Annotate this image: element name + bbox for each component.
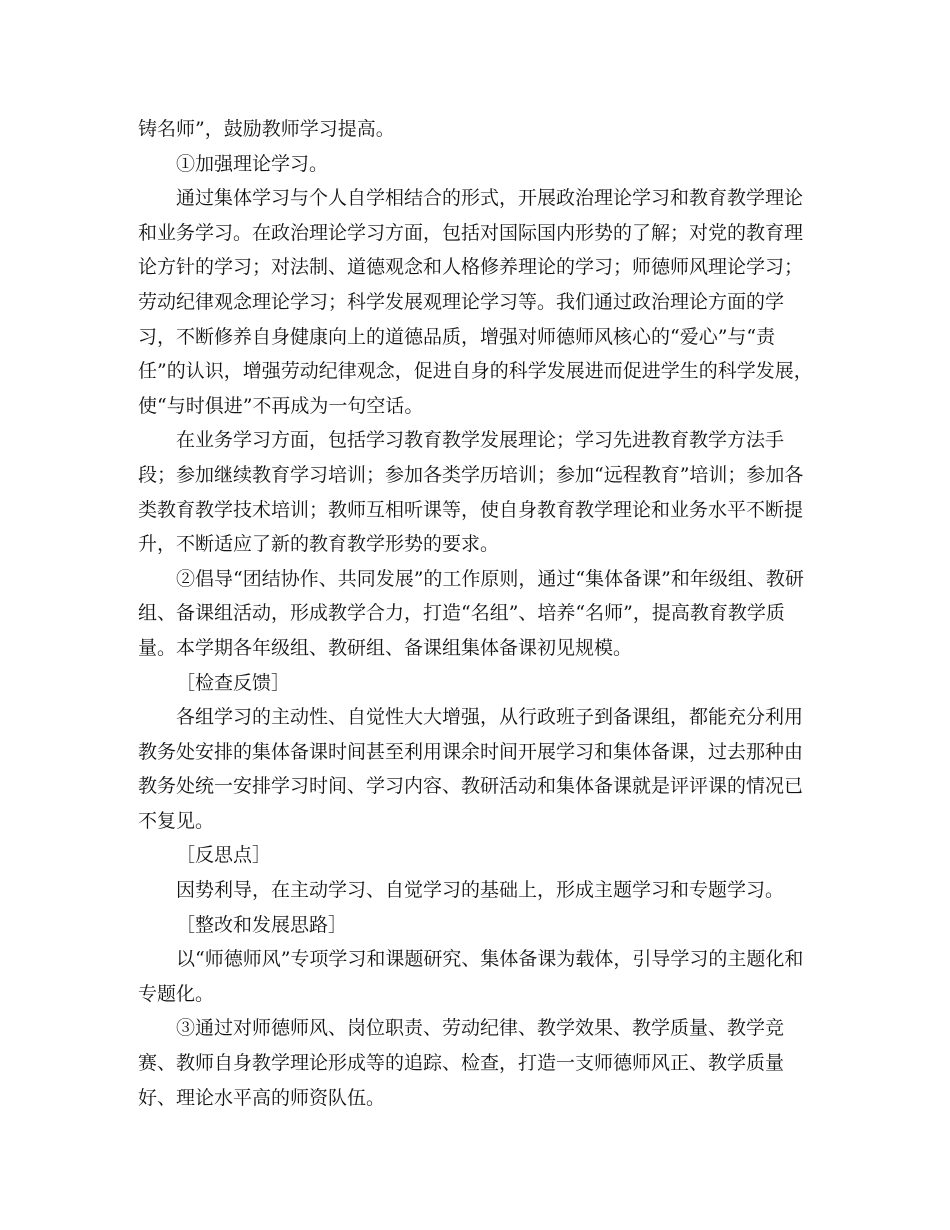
paragraph-business-study: 在业务学习方面，包括学习教育教学发展理论；学习先进教育教学方法手段；参加继续教育学习培训；参加各类学历培训；参加“远程教育”培训；参加各类教育教学技术培训；教师互相听课等，使自身教育教学理论和业务水平不断提升，不断适应了新的教育教学形势的要求。 (138, 429, 804, 556)
list-item-teacher-team: ③通过对师德师风、岗位职责、劳动纪律、教学效果、教学质量、教学竞赛、教师自身教学理论形成等的追踪、检查，打造一支师德师风正、教学质量好、理论水平高的师资队伍。 (138, 1017, 785, 1109)
section-heading-improvement: ［整改和发展思路］ (176, 913, 348, 936)
section-heading-feedback: ［检查反馈］ (176, 671, 291, 694)
document-body (138, 112, 818, 1115)
list-item-theory-study: ①加强理论学习。 (176, 152, 329, 175)
paragraph-political-study: 通过集体学习与个人自学相结合的形式，开展政治理论学习和教育教学理论和业务学习。在政治理论学习方面，包括对国际国内形势的了解；对党的教育理论方针的学习；对法制、道德观念和人格修养理论的学习；师德师风理论学习；劳动纪律观念理论学习；科学发展观理论学习等。我们通过政治理论方面的学习，不断修养自身健康向上的道德品质，增强对师德师风核心的“爱心”与“责任”的认识，增强劳动纪律观念，促进自身的科学发展进而促进学生的科学发展，使“与时俱进”不再成为一句空话。 (138, 187, 813, 417)
paragraph-reflection: 因势利导，在主动学习、自觉学习的基础上，形成主题学习和专题学习。 (176, 879, 785, 902)
paragraph-continuation: 铸名师”，鼓励教师学习提高。 (138, 118, 395, 140)
section-heading-reflection: ［反思点］ (176, 844, 272, 867)
list-item-collaboration: ②倡导“团结协作、共同发展”的工作原则，通过“集体备课”和年级组、教研组、备课组活动，形成教学合力，打造“名组”、培养“名师”，提高教育教学质量。本学期各年级组、教研组、备课组集体备课初见规模。 (138, 567, 804, 659)
paragraph-feedback: 各组学习的主动性、自觉性大大增强，从行政班子到备课组，都能充分利用教务处安排的集体备课时间甚至利用课余时间开展学习和集体备课，过去那种由教务处统一安排学习时间、学习内容、教研活动和集体备课就是评评课的情况已不复见。 (138, 706, 804, 832)
paragraph-improvement: 以“师德师风”专项学习和课题研究、集体备课为载体，引导学习的主题化和专题化。 (138, 948, 804, 1005)
